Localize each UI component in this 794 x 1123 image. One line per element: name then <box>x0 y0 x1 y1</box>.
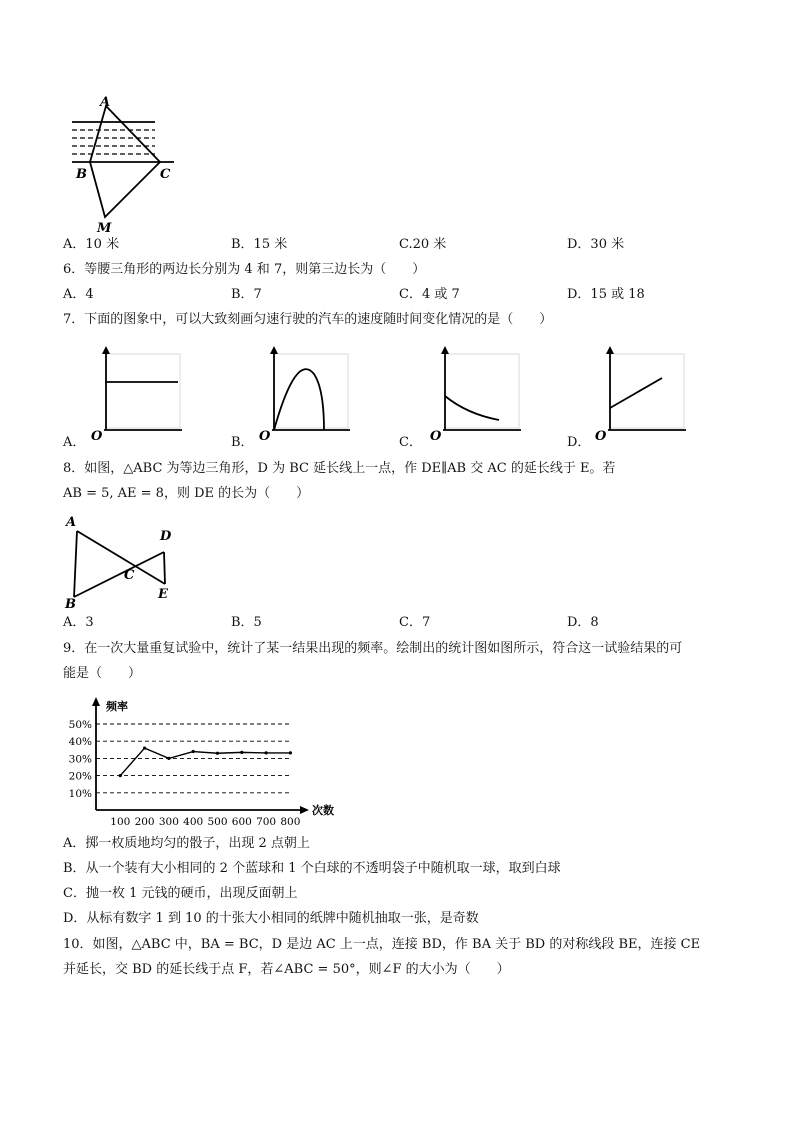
q5-option-c: C.20 米 <box>399 237 447 252</box>
chart-xtick-label: 800 <box>280 816 301 828</box>
chart-data-point <box>192 750 195 753</box>
q6-option-c: C．4 或 7 <box>399 287 460 302</box>
q7-graph-c <box>425 344 525 444</box>
chart-data-point <box>265 751 268 754</box>
q10-stem-line1: 10．如图，△ABC 中，BA = BC，D 是边 AC 上一点，连接 BD，作 BA 关于 BD 的对称线段 BE，连接 CE <box>63 937 701 952</box>
q7c-origin: O <box>430 429 442 444</box>
q8-option-b: B．5 <box>231 615 262 630</box>
q9-stem-line1: 9．在一次大量重复试验中，统计了某一结果出现的频率。绘制出的统计图如图所示，符合这一试验结果的可 <box>63 641 683 656</box>
chart-data-point <box>289 751 292 754</box>
chart-ytick-label: 40% <box>68 736 92 749</box>
q8-option-c: C．7 <box>399 615 431 630</box>
q6-option-a: A．4 <box>63 287 94 302</box>
q5-option-a: A．10 米 <box>63 237 120 252</box>
q8-figure <box>60 512 190 612</box>
q6-option-d: D．15 或 18 <box>567 287 645 302</box>
q6-stem: 6．等腰三角形的两边长分别为 4 和 7，则第三边长为（ ） <box>63 262 426 277</box>
q7d-origin: O <box>595 429 607 444</box>
chart-data-point <box>119 774 122 777</box>
chart-ytick-label: 50% <box>68 719 92 731</box>
q9-option-d: D．从标有数字 1 到 10 的十张大小相同的纸牌中随机抽取一张，是奇数 <box>63 911 479 926</box>
q8-label-a: A <box>66 515 77 530</box>
q8-option-a: A．3 <box>63 615 94 630</box>
q5-label-m: M <box>97 221 112 236</box>
q9-option-b: B．从一个装有大小相同的 2 个蓝球和 1 个白球的不透明袋子中随机取一球，取到白球 <box>63 861 561 876</box>
chart-xtick-label: 400 <box>183 816 204 828</box>
q7-option-a: A． <box>63 435 86 450</box>
q9-option-a: A．掷一枚质地均匀的骰子，出现 2 点朝上 <box>63 836 310 851</box>
q9-option-c: C．抛一枚 1 元钱的硬币，出现反面朝上 <box>63 886 298 901</box>
chart-data-point <box>167 757 170 760</box>
q7-graph-d <box>590 344 690 444</box>
q7-graph-a <box>86 344 186 444</box>
chart-ytick-label: 10% <box>68 787 92 800</box>
chart-ylabel: 频率 <box>106 700 128 713</box>
q7b-curve <box>274 369 324 430</box>
chart-xtick-label: 600 <box>231 816 252 828</box>
q5-label-a: A <box>100 95 111 110</box>
q7-option-b: B． <box>231 435 254 450</box>
chart-xtick-label: 200 <box>134 816 155 828</box>
chart-xtick-label: 500 <box>207 816 228 828</box>
q7-option-d: D． <box>567 435 591 450</box>
chart-xlabel: 次数 <box>312 804 334 817</box>
q7b-origin: O <box>259 429 271 444</box>
q5-option-b: B．15 米 <box>231 237 288 252</box>
q5-option-d: D．30 米 <box>567 237 625 252</box>
q7-stem: 7．下面的图象中，可以大致刻画匀速行驶的汽车的速度随时间变化情况的是（ ） <box>63 312 553 327</box>
chart-data-point <box>240 751 243 754</box>
q8-label-d: D <box>160 529 172 544</box>
chart-data-point <box>143 746 146 749</box>
q8-stem-line1: 8．如图，△ABC 为等边三角形，D 为 BC 延长线上一点，作 DE∥AB 交 AC 的延长线于 E。若 <box>63 461 616 476</box>
q5-label-b: B <box>76 167 87 182</box>
q8-label-e: E <box>158 587 168 602</box>
q8-label-c: C <box>124 568 135 583</box>
chart-xtick-label: 100 <box>110 816 131 828</box>
q7-option-c: C． <box>399 435 422 450</box>
chart-ytick-label: 20% <box>68 770 92 783</box>
chart-data-point <box>216 752 219 755</box>
chart-xtick-label: 700 <box>256 816 277 828</box>
q7-graph-b <box>254 344 354 444</box>
q10-stem-line2: 并延长，交 BD 的延长线于点 F，若∠ABC = 50°，则∠F 的大小为（ ） <box>63 962 510 977</box>
chart-ytick-label: 30% <box>68 753 92 766</box>
q6-option-b: B．7 <box>231 287 262 302</box>
q7a-origin: O <box>91 429 103 444</box>
q7d-curve <box>610 378 662 408</box>
q5-label-c: C <box>160 167 171 182</box>
q8-stem-line2: AB = 5, AE = 8，则 DE 的长为（ ） <box>63 486 310 501</box>
chart-xtick-label: 300 <box>158 816 179 828</box>
q5-figure <box>60 92 190 238</box>
q8-label-b: B <box>65 597 76 612</box>
q8-option-d: D．8 <box>567 615 599 630</box>
q7c-curve <box>445 396 499 420</box>
q9-stem-line2: 能是（ ） <box>63 666 142 681</box>
frequency-chart <box>60 692 350 832</box>
